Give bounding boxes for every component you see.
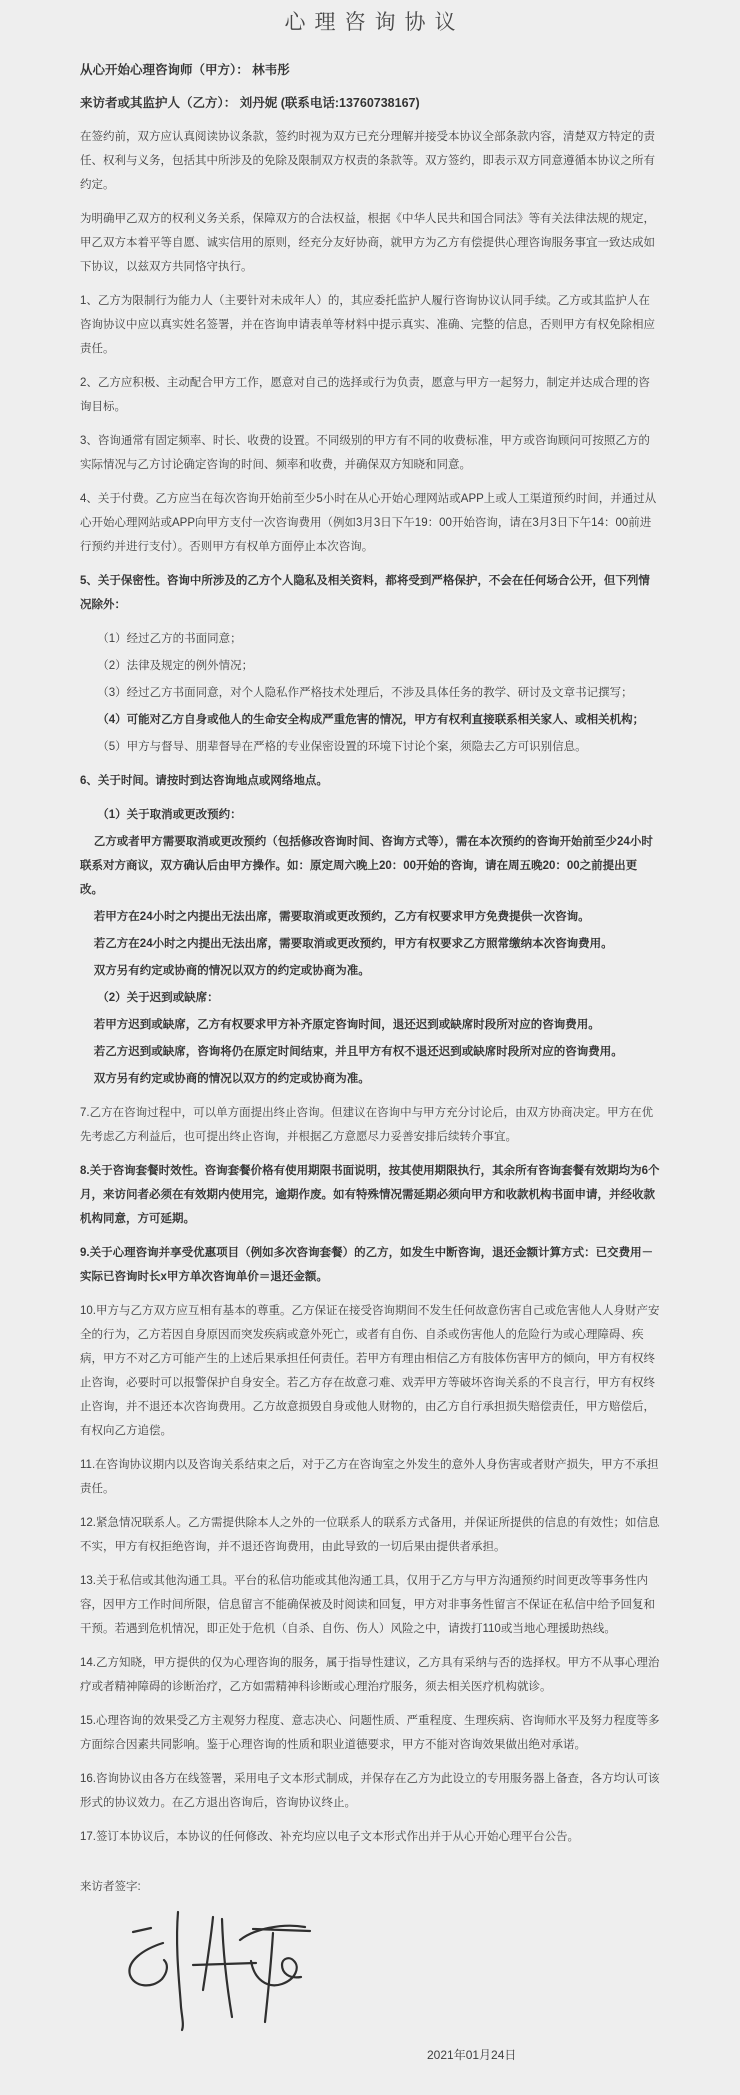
clause-8: 8.关于咨询套餐时效性。咨询套餐价格有使用期限书面说明，按其使用期限执行，其余所有咨询套餐有效期均为6个月，来访问者必须在有效期内使用完，逾期作废。如有特殊情况需延期必须向甲方和收款机构书面申请，并经收款机构同意，方可延期。 (80, 1165, 660, 1225)
clause-13: 13.关于私信或其他沟通工具。平台的私信功能或其他沟通工具，仅用于乙方与甲方沟通预约时间更改等事务性内容，因甲方工作时间所限，信息留言不能确保被及时阅读和回复，甲方对非事务性留言不保证在私信中给予回复和干预。若遇到危机情况，即正处于危机（自杀、自伤、伤人）风险之中，请拨打110或当地心理援助热线。 (80, 1575, 655, 1635)
clause-6-item-2-heading: （2）关于迟到或缺席： (97, 992, 219, 1004)
clause-6-party-b-late: 若乙方迟到或缺席，咨询将仍在原定时间结束，并且甲方有权不退还迟到或缺席时段所对应的咨询费用。 (93, 1046, 623, 1058)
signature-image (126, 1909, 326, 2039)
confidentiality-item-1: （1）经过乙方的书面同意； (97, 633, 242, 645)
clause-14: 14.乙方知晓，甲方提供的仅为心理咨询的服务，属于指导性建议，乙方具有采纳与否的选择权。甲方不从事心理治疗或者精神障碍的诊断治疗，乙方如需精神科诊断或心理治疗服务，须去相关医疗机构就诊。 (80, 1657, 660, 1693)
confidentiality-item-2: （2）法律及规定的例外情况； (97, 660, 254, 672)
clause-5-heading: 5、关于保密性。咨询中所涉及的乙方个人隐私及相关资料，都将受到严格保护，不会在任何场合公开，但下列情况除外： (80, 575, 650, 611)
clause-9: 9.关于心理咨询并享受优惠项目（例如多次咨询套餐）的乙方，如发生中断咨询，退还金额计算方式：已交费用－实际已咨询时长x甲方单次咨询单价＝退还金额。 (80, 1247, 654, 1283)
clause-6-cancel-rule: 乙方或者甲方需要取消或更改预约（包括修改咨询时间、咨询方式等），需在本次预约的咨询开始前至少24小时联系对方商议，双方确认后由甲方操作。如：原定周六晚上20：00开始的咨询，请在周五晚20：00之前提出更改。 (80, 836, 653, 896)
signing-date: 2021年01月24日 (427, 2048, 517, 2062)
clause-17: 17.签订本协议后，本协议的任何修改、补充均应以电子文本形式作出并于从心开始心理平台公告。 (80, 1831, 579, 1843)
party-b-line: 来访者或其监护人（乙方）： 刘丹妮 (联系电话:13760738167) (80, 96, 420, 110)
clause-16: 16.咨询协议由各方在线签署，采用电子文本形式制成，并保存在乙方为此设立的专用服务器上备查，各方均认可该形式的协议效力。在乙方退出咨询后，咨询协议终止。 (80, 1773, 660, 1809)
clause-6-heading: 6、关于时间。请按时到达咨询地点或网络地点。 (80, 775, 328, 787)
clause-7: 7.乙方在咨询过程中，可以单方面提出终止咨询。但建议在咨询中与甲方充分讨论后，由双方协商决定。甲方在优先考虑乙方利益后，也可提出终止咨询，并根据乙方意愿尽力妥善安排后续转介事宜。 (80, 1107, 654, 1143)
intro-paragraph-1: 在签约前，双方应认真阅读协议条款，签约时视为双方已充分理解并接受本协议全部条款内容，清楚双方特定的责任、权利与义务，包括其中所涉及的免除及限制双方权责的条款等。双方签约，即表示双方同意遵循本协议之所有约定。 (80, 131, 655, 191)
visitor-signature-label: 来访者签字: (80, 1881, 141, 1893)
clause-6-party-a-late: 若甲方迟到或缺席，乙方有权要求甲方补齐原定咨询时间，退还迟到或缺席时段所对应的咨询费用。 (93, 1019, 600, 1031)
clause-6-other-agreement-2: 双方另有约定或协商的情况以双方的约定或协商为准。 (93, 1073, 370, 1085)
intro-paragraph-2: 为明确甲乙双方的权利义务关系，保障双方的合法权益，根据《中华人民共和国合同法》等有关法律法规的规定，甲乙双方本着平等自愿、诚实信用的原则，经充分友好协商，就甲方为乙方有偿提供心理咨询服务事宜一致达成如下协议，以兹双方共同恪守执行。 (80, 213, 655, 273)
clause-2: 2、乙方应积极、主动配合甲方工作，愿意对自己的选择或行为负责，愿意与甲方一起努力，制定并达成合理的咨询目标。 (80, 377, 650, 413)
page-title: 心理咨询协议 (284, 11, 465, 34)
confidentiality-item-4: （4）可能对乙方自身或他人的生命安全构成严重危害的情况，甲方有权利直接联系相关家人、或相关机构； (97, 714, 645, 726)
clause-6-other-agreement-1: 双方另有约定或协商的情况以双方的约定或协商为准。 (93, 965, 370, 977)
confidentiality-item-5: （5）甲方与督导、朋辈督导在严格的专业保密设置的环境下讨论个案，须隐去乙方可识别信息。 (97, 741, 587, 753)
party-a-line: 从心开始心理咨询师（甲方）： 林韦彤 (80, 63, 290, 77)
clause-4: 4、关于付费。乙方应当在每次咨询开始前至少5小时在从心开始心理网站或APP上或人工渠道预约时间，并通过从心开始心理网站或APP向甲方支付一次咨询费用（例如3月3日下午19：00开始咨询，请在3月3日下午14：00前进行预约并进行支付）。否则甲方有权单方面停止本次咨询。 (80, 493, 657, 553)
confidentiality-item-3: （3）经过乙方书面同意，对个人隐私作严格技术处理后，不涉及具体任务的教学、研讨及文章书记撰写； (97, 687, 633, 699)
clause-12: 12.紧急情况联系人。乙方需提供除本人之外的一位联系人的联系方式备用，并保证所提供的信息的有效性；如信息不实，甲方有权拒绝咨询，并不退还咨询费用，由此导致的一切后果由提供者承担。 (80, 1517, 660, 1553)
clause-10: 10.甲方与乙方双方应互相有基本的尊重。乙方保证在接受咨询期间不发生任何故意伤害自己或危害他人人身财产安全的行为，乙方若因自身原因而突发疾病或意外死亡，或者有自伤、自杀或伤害他人的危险行为或心理障碍、疾病，甲方不对乙方可能产生的上述后果承担任何责任。若甲方有理由相信乙方有肢体伤害甲方的倾向，甲方有权终止咨询，必要时可以报警保护自身安全。若乙方存在故意刁难、戏弄甲方等破坏咨询关系的不良言行，甲方有权终止咨询，并不退还本次咨询费用。乙方故意损毁自身或他人财物的，由乙方自行承担损失赔偿责任，甲方赔偿后，有权向乙方追偿。 (80, 1305, 660, 1437)
clause-6-party-b-cancel: 若乙方在24小时之内提出无法出席，需要取消或更改预约，甲方有权要求乙方照常缴纳本次咨询费用。 (93, 938, 613, 950)
clause-6-item-1-heading: （1）关于取消或更改预约： (97, 809, 242, 821)
clause-11: 11.在咨询协议期内以及咨询关系结束之后，对于乙方在咨询室之外发生的意外人身伤害或者财产损失，甲方不承担责任。 (80, 1459, 659, 1495)
clause-15: 15.心理咨询的效果受乙方主观努力程度、意志决心、问题性质、严重程度、生理疾病、咨询师水平及努力程度等多方面综合因素共同影响。鉴于心理咨询的性质和职业道德要求，甲方不能对咨询效果做出绝对承诺。 (80, 1715, 660, 1751)
clause-3: 3、咨询通常有固定频率、时长、收费的设置。不同级别的甲方有不同的收费标准，甲方或咨询顾问可按照乙方的实际情况与乙方讨论确定咨询的时间、频率和收费，并确保双方知晓和同意。 (80, 435, 650, 471)
clause-1: 1、乙方为限制行为能力人（主要针对未成年人）的，其应委托监护人履行咨询协议认同手续。乙方或其监护人在咨询协议中应以真实姓名签署，并在咨询申请表单等材料中提示真实、准确、完整的信息，否则甲方有权免除相应责任。 (80, 295, 655, 355)
clause-6-party-a-cancel: 若甲方在24小时之内提出无法出席，需要取消或更改预约，乙方有权要求甲方免费提供一次咨询。 (93, 911, 590, 923)
